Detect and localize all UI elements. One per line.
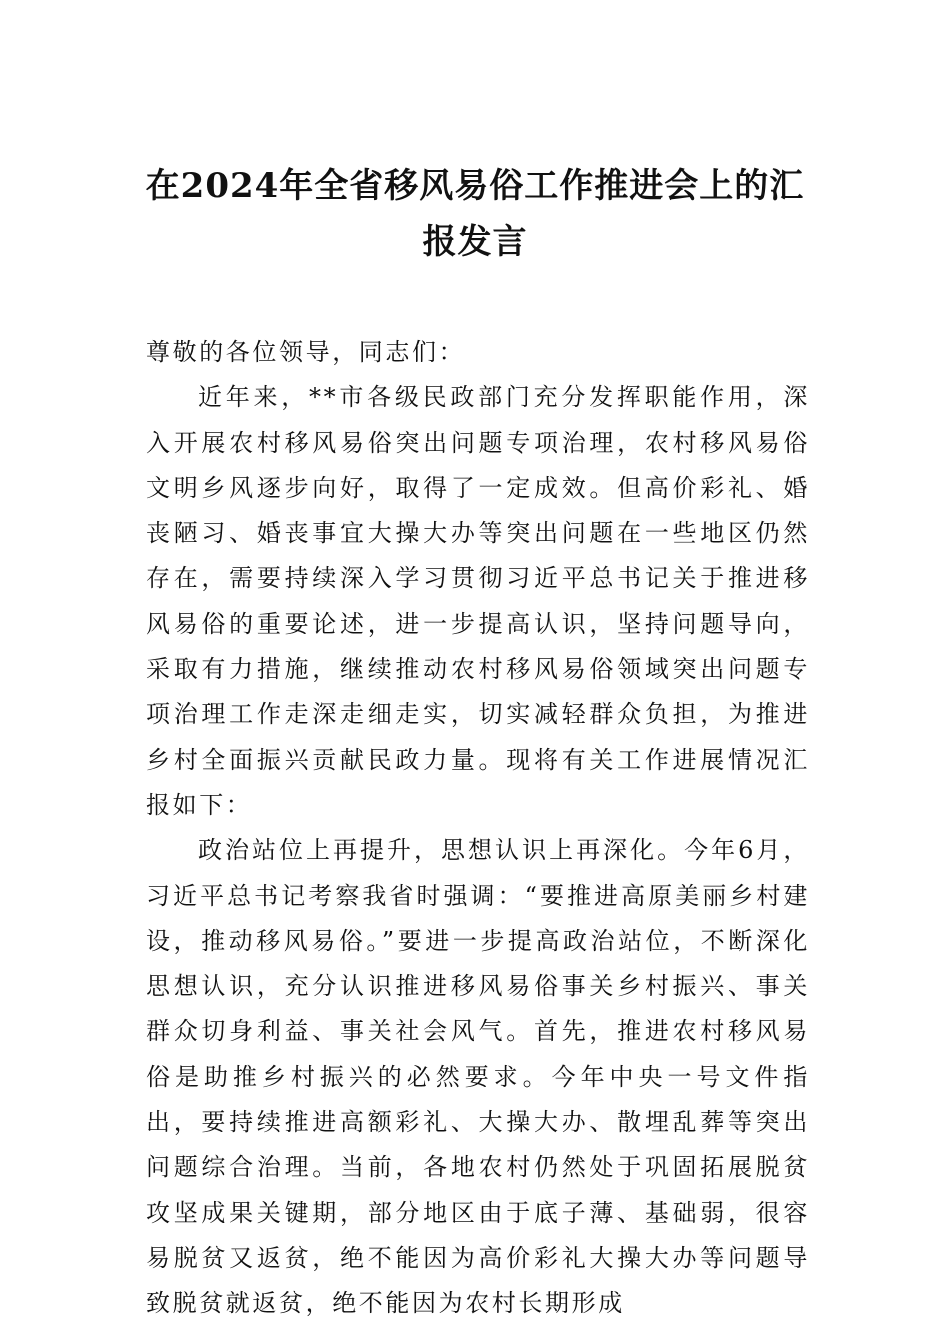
- title-line-1: 在2024年全省移风易俗工作推进会上的汇: [145, 166, 805, 206]
- document-title: [130, 158, 820, 270]
- paragraph-intro: 近年来，**市各级民政部门充分发挥职能作用，深入开展农村移风易俗突出问题专项治理，农村移风易俗文明乡风逐步向好，取得了一定成效。但高价彩礼、婚丧陋习、婚丧事宜大操大办等突出问题在一些地区仍然存在，需要持续深入学习贯彻习近平总书记关于推进移风易俗的重要论述，进一步提高认识，坚持问题导向，采取有力措施，继续推动农村移风易俗领域突出问题专项治理工作走深走细走实，切实减轻群众负担，为推进乡村全面振兴贡献民政力量。现将有关工作进展情况汇报如下：: [146, 383, 810, 819]
- salutation: 尊敬的各位领导，同志们：: [146, 338, 466, 366]
- title-line-2: 报发言: [422, 222, 528, 262]
- document-body: [146, 330, 810, 1327]
- paragraph-political-position: 政治站位上再提升，思想认识上再深化。今年6月，习近平总书记考察我省时强调：“要推进高原美丽乡村建设，推动移风易俗。”要进一步提高政治站位，不断深化思想认识，充分认识推进移风易俗事关乡村振兴、事关群众切身利益、事关社会风气。首先，推进农村移风易俗是助推乡村振兴的必然要求。今年中央一号文件指出，要持续推进高额彩礼、大操大办、散埋乱葬等突出问题综合治理。当前，各地农村仍然处于巩固拓展脱贫攻坚成果关键期，部分地区由于底子薄、基础弱，很容易脱贫又返贫，绝不能因为高价彩礼大操大办等问题导致脱贫就返贫，绝不能因为农村长期形成: [146, 836, 810, 1318]
